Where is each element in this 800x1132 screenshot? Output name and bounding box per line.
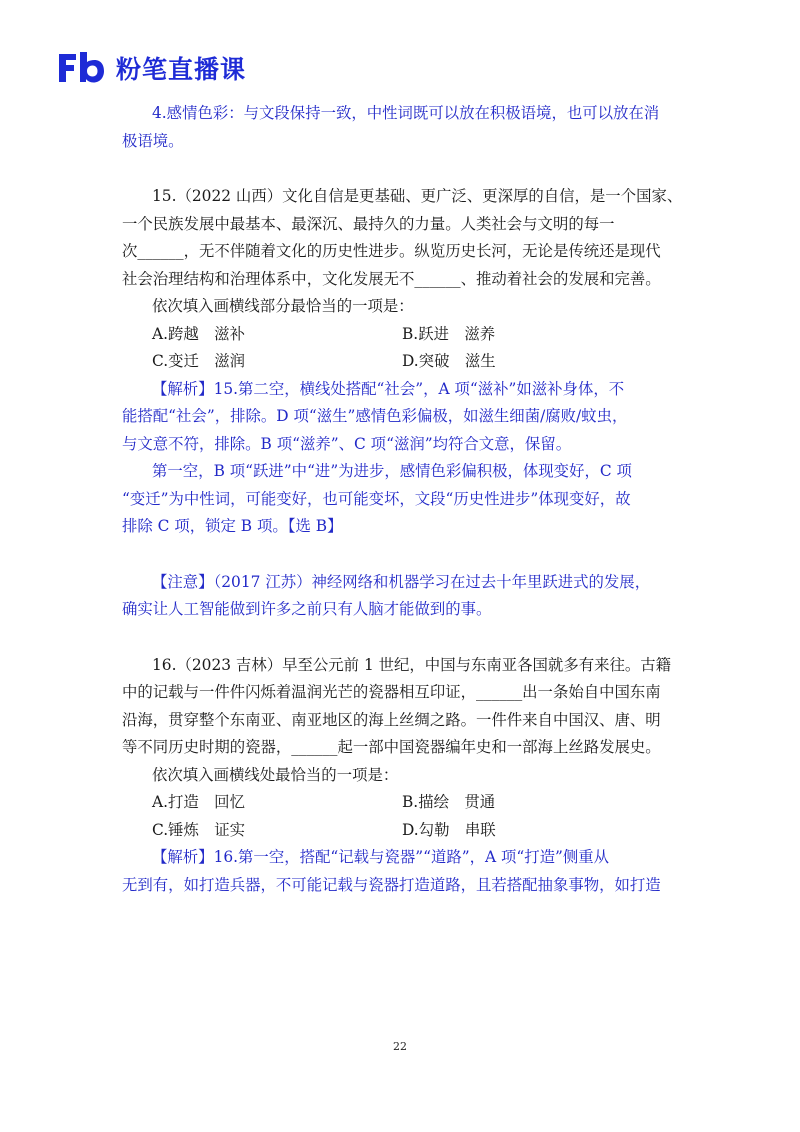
q16-option-a: A.打造 回忆	[152, 793, 245, 811]
page-number: 22	[393, 1040, 407, 1053]
q15-analysis-line: 排除 C 项，锁定 B 项。【选 B】	[122, 517, 343, 535]
q16-option-b: B.描绘 贯通	[402, 793, 496, 811]
q16-options-row	[122, 789, 682, 817]
q16-stem-line: 沿海，贯穿整个东南亚、南亚地区的海上丝绸之路。一件件来自中国汉、唐、明	[122, 710, 661, 729]
q16-stem-line: 等不同历史时期的瓷器，______起一部中国瓷器编年史和一部海上丝路发展史。	[122, 738, 661, 756]
q16-stem-line: 中的记载与一件件闪烁着温润光芒的瓷器相互印证，______出一条始自中国东南	[122, 683, 661, 701]
q15-analysis-line: 与文意不符，排除。B 项“滋养”、C 项“滋润”均符合文意，保留。	[122, 434, 572, 453]
attention-line: 【注意】（2017 江苏）神经网络和机器学习在过去十年里跃进式的发展，	[152, 572, 651, 591]
brand-name: 粉笔直播课	[116, 55, 247, 84]
header	[56, 48, 246, 88]
q16-analysis-line: 【解析】16.第一空，搭配“记载与瓷器”“道路”，A 项“打造”侧重从	[152, 848, 610, 866]
q15-stem-line: 一个民族发展中最基本、最深沉、最持久的力量。人类社会与文明的每一	[122, 214, 615, 233]
q15-option-c: C.变迁 滋润	[152, 352, 246, 370]
q16-stem-line: 16.（2023 吉林）早至公元前 1 世纪，中国与东南亚各国就多有来往。古籍	[152, 655, 672, 674]
q15-option-d: D.突破 滋生	[402, 352, 496, 370]
q15-stem-line: 社会治理结构和治理体系中，文化发展无不______、推动着社会的发展和完善。	[122, 269, 661, 288]
q16-prompt: 依次填入画横线处最恰当的一项是：	[152, 765, 399, 784]
page-content	[122, 100, 682, 899]
q15-analysis-line: 能搭配“社会”，排除。D 项“滋生”感情色彩偏极，如滋生细菌/腐败/蚊虫，	[122, 407, 628, 425]
q15-analysis-line: 【解析】15.第二空，横线处搭配“社会”，A 项“滋补”如滋补身体，不	[152, 379, 625, 398]
q15-stem-line: 次______，无不伴随着文化的历史性进步。纵览历史长河，无论是传统还是现代	[122, 242, 661, 260]
q16-option-d: D.勾勒 串联	[402, 820, 496, 839]
q16-analysis-line: 无到有，如打造兵器，不可能记载与瓷器打造道路，且若搭配抽象事物，如打造	[122, 875, 661, 894]
q16-option-c: C.锤炼 证实	[152, 820, 246, 839]
q15-options-row	[122, 321, 682, 349]
note-line: 4.感情色彩：与文段保持一致，中性词既可以放在积极语境，也可以放在消	[152, 104, 660, 122]
fenbi-logo-icon	[56, 50, 106, 86]
q15-stem-line: 15.（2022 山西）文化自信是更基础、更广泛、更深厚的自信，是一个国家、	[152, 187, 683, 205]
q16-options-row	[122, 817, 682, 845]
q15-option-b: B.跃进 滋养	[402, 324, 496, 343]
q15-analysis-line: 第一空，B 项“跃进”中“进”为进步，感情色彩偏积极，体现变好，C 项	[152, 462, 632, 480]
note-line: 极语境。	[122, 131, 184, 150]
q15-option-a: A.跨越 滋补	[152, 324, 245, 343]
attention-line: 确实让人工智能做到许多之前只有人脑才能做到的事。	[122, 600, 492, 618]
q15-options-row	[122, 348, 682, 376]
q15-analysis-line: “变迁”为中性词，可能变好，也可能变坏，文段“历史性进步”体现变好，故	[122, 489, 631, 508]
q15-prompt: 依次填入画横线部分最恰当的一项是：	[152, 297, 414, 315]
